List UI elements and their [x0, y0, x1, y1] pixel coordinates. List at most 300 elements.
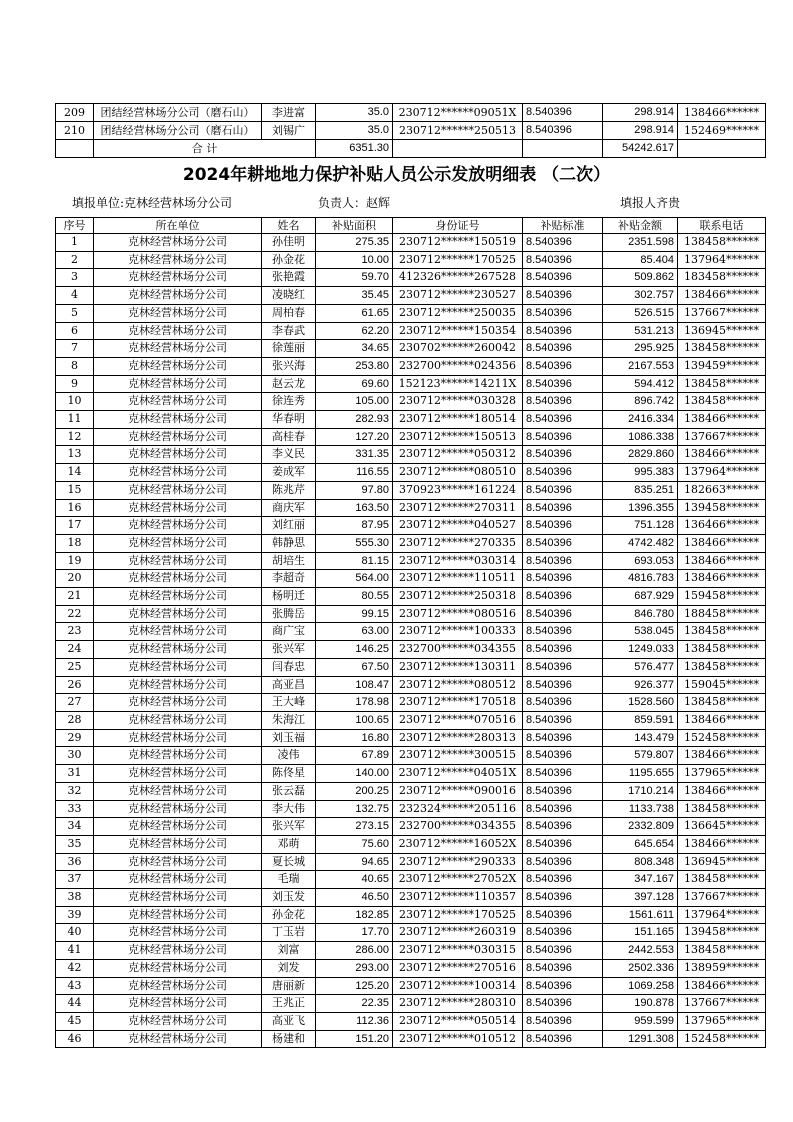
cell-phone: 138466****** — [678, 977, 766, 995]
cell-no: 28 — [56, 711, 94, 729]
cell-std: 8.540396 — [523, 534, 603, 552]
cell-no: 31 — [56, 765, 94, 783]
cell-amount: 645.654 — [603, 835, 678, 853]
cell-unit: 克林经营林场分公司 — [94, 942, 262, 960]
cell-unit: 克林经营林场分公司 — [94, 1012, 262, 1030]
cell-std: 8.540396 — [523, 942, 603, 960]
cell-name: 孙金花 — [262, 251, 316, 269]
cell-std: 8.540396 — [523, 428, 603, 446]
cell-no: 3 — [56, 269, 94, 287]
cell-id: 230712******170525 — [393, 906, 523, 924]
cell-phone: 138466****** — [678, 446, 766, 464]
cell-unit: 克林经营林场分公司 — [94, 428, 262, 446]
cell-no: 13 — [56, 446, 94, 464]
cell-phone: 137965****** — [678, 765, 766, 783]
table-row — [56, 287, 766, 305]
cell-id: 230712******27052X — [393, 871, 523, 889]
cell-id: 230712******300515 — [393, 747, 523, 765]
table-row — [56, 517, 766, 535]
cell-std: 8.540396 — [523, 287, 603, 305]
cell-std: 8.540396 — [523, 269, 603, 287]
cell-area: 331.35 — [316, 446, 393, 464]
cell-id: 230712******250035 — [393, 304, 523, 322]
cell-no: 6 — [56, 322, 94, 340]
cell-no: 20 — [56, 570, 94, 588]
cell-name: 张兴军 — [262, 641, 316, 659]
cell-no: 41 — [56, 942, 94, 960]
cell-unit: 克林经营林场分公司 — [94, 517, 262, 535]
cell-unit: 团结经营林场分公司（磨石山） — [94, 104, 262, 122]
cell-std: 8.540396 — [523, 104, 603, 122]
cell-amount: 1249.033 — [603, 641, 678, 659]
cell-area: 35.0 — [316, 104, 393, 122]
cell-phone: 138466****** — [678, 411, 766, 429]
cell-area: 16.80 — [316, 729, 393, 747]
cell-id: 230712******280310 — [393, 995, 523, 1013]
table-row — [56, 552, 766, 570]
table-row — [56, 393, 766, 411]
cell-area: 22.35 — [316, 995, 393, 1013]
cell-name: 赵云龙 — [262, 375, 316, 393]
cell-no: 7 — [56, 340, 94, 358]
cell-id: 230712******150519 — [393, 234, 523, 252]
cell-unit: 克林经营林场分公司 — [94, 747, 262, 765]
cell-unit: 克林经营林场分公司 — [94, 464, 262, 482]
cell-phone: 159458****** — [678, 588, 766, 606]
cell-area: 80.55 — [316, 588, 393, 606]
cell-id: 230712******04051X — [393, 765, 523, 783]
header-no: 序号 — [56, 218, 94, 234]
cell-name: 刘玉福 — [262, 729, 316, 747]
table-row — [56, 340, 766, 358]
cell-id: 232324******205116 — [393, 800, 523, 818]
cell-name: 李大伟 — [262, 800, 316, 818]
cell-id: 230712******080512 — [393, 676, 523, 694]
cell-amount: 1291.308 — [603, 1030, 678, 1048]
cell-no: 43 — [56, 977, 94, 995]
table-row — [56, 499, 766, 517]
cell-amount: 151.165 — [603, 924, 678, 942]
cell-name: 张云磊 — [262, 782, 316, 800]
cell-unit: 克林经营林场分公司 — [94, 357, 262, 375]
cell-area: 293.00 — [316, 959, 393, 977]
cell-name: 韩静思 — [262, 534, 316, 552]
cell-id: 230712******090016 — [393, 782, 523, 800]
cell-unit: 克林经营林场分公司 — [94, 411, 262, 429]
cell-unit: 克林经营林场分公司 — [94, 995, 262, 1013]
cell-unit: 克林经营林场分公司 — [94, 658, 262, 676]
cell-name: 邓萌 — [262, 835, 316, 853]
cell-id: 230712******050514 — [393, 1012, 523, 1030]
cell-area: 59.70 — [316, 269, 393, 287]
cell-area: 46.50 — [316, 889, 393, 907]
cell-no: 15 — [56, 481, 94, 499]
table-row — [56, 995, 766, 1013]
cell-no: 42 — [56, 959, 94, 977]
cell-id: 230712******260319 — [393, 924, 523, 942]
cell-amount: 859.591 — [603, 711, 678, 729]
cell-phone: 138458****** — [678, 800, 766, 818]
table-row — [56, 889, 766, 907]
table-row — [56, 411, 766, 429]
cell-std: 8.540396 — [523, 676, 603, 694]
cell-id: 412326******267528 — [393, 269, 523, 287]
table-row — [56, 605, 766, 623]
cell-amount: 576.477 — [603, 658, 678, 676]
cell-name: 商庆军 — [262, 499, 316, 517]
table-row — [56, 1030, 766, 1048]
cell-name: 王兆正 — [262, 995, 316, 1013]
cell-amount: 4816.783 — [603, 570, 678, 588]
cell-id: 230712******170525 — [393, 251, 523, 269]
cell-area: 40.65 — [316, 871, 393, 889]
cell-name: 刘玉发 — [262, 889, 316, 907]
cell-amount: 846.780 — [603, 605, 678, 623]
cell-unit: 克林经营林场分公司 — [94, 304, 262, 322]
cell-name: 丁玉岩 — [262, 924, 316, 942]
cell-unit: 克林经营林场分公司 — [94, 711, 262, 729]
cell-std: 8.540396 — [523, 765, 603, 783]
cell-area: 67.89 — [316, 747, 393, 765]
cell-phone: 137667****** — [678, 995, 766, 1013]
cell-no: 29 — [56, 729, 94, 747]
cell-std: 8.540396 — [523, 711, 603, 729]
cell-phone: 137965****** — [678, 1012, 766, 1030]
header-id: 身份证号 — [393, 218, 523, 234]
table-header-row — [56, 218, 766, 234]
cell-area: 67.50 — [316, 658, 393, 676]
cell-area: 275.35 — [316, 234, 393, 252]
cell-phone: 138466****** — [678, 711, 766, 729]
table-row — [56, 977, 766, 995]
cell-amount: 1396.355 — [603, 499, 678, 517]
cell-amount: 579.807 — [603, 747, 678, 765]
cell-unit: 克林经营林场分公司 — [94, 959, 262, 977]
cell-name: 陈兆芹 — [262, 481, 316, 499]
cell-std: 8.540396 — [523, 889, 603, 907]
cell-phone: 136945****** — [678, 853, 766, 871]
cell-id: 230712******070516 — [393, 711, 523, 729]
cell-no: 1 — [56, 234, 94, 252]
cell-no: 18 — [56, 534, 94, 552]
cell-area: 10.00 — [316, 251, 393, 269]
cell-amount: 693.053 — [603, 552, 678, 570]
table-row — [56, 446, 766, 464]
cell-std: 8.540396 — [523, 552, 603, 570]
subsidy-table — [55, 217, 766, 1048]
reporter: 填报人齐贵 — [620, 196, 681, 210]
cell-area: 81.15 — [316, 552, 393, 570]
cell-no: 45 — [56, 1012, 94, 1030]
table-row — [56, 853, 766, 871]
cell-std: 8.540396 — [523, 658, 603, 676]
cell-unit: 克林经营林场分公司 — [94, 853, 262, 871]
cell-no: 27 — [56, 694, 94, 712]
cell-no: 210 — [56, 122, 94, 140]
table-row — [56, 959, 766, 977]
cell-area: 132.75 — [316, 800, 393, 818]
cell-no: 38 — [56, 889, 94, 907]
cell-phone: 138458****** — [678, 942, 766, 960]
cell-unit: 克林经营林场分公司 — [94, 481, 262, 499]
cell-unit: 克林经营林场分公司 — [94, 906, 262, 924]
cell-phone: 138458****** — [678, 694, 766, 712]
table-row — [56, 570, 766, 588]
cell-unit: 克林经营林场分公司 — [94, 782, 262, 800]
header-amount: 补贴金额 — [603, 218, 678, 234]
cell-phone: 138458****** — [678, 871, 766, 889]
cell-std: 8.540396 — [523, 782, 603, 800]
cell-amount: 1195.655 — [603, 765, 678, 783]
table-row — [56, 481, 766, 499]
cell-area: 282.93 — [316, 411, 393, 429]
total-blank — [678, 140, 766, 158]
cell-unit: 克林经营林场分公司 — [94, 251, 262, 269]
cell-unit: 克林经营林场分公司 — [94, 588, 262, 606]
cell-amount: 85.404 — [603, 251, 678, 269]
cell-phone: 138458****** — [678, 340, 766, 358]
total-row — [56, 140, 766, 158]
cell-amount: 2416.334 — [603, 411, 678, 429]
cell-no: 46 — [56, 1030, 94, 1048]
cell-no: 24 — [56, 641, 94, 659]
table-row — [56, 782, 766, 800]
table-row — [56, 658, 766, 676]
cell-std: 8.540396 — [523, 694, 603, 712]
cell-no: 9 — [56, 375, 94, 393]
cell-name: 华春明 — [262, 411, 316, 429]
cell-name: 陈佟星 — [262, 765, 316, 783]
cell-name: 杨明迁 — [262, 588, 316, 606]
cell-amount: 2351.598 — [603, 234, 678, 252]
previous-section-table — [55, 103, 766, 158]
cell-amount: 995.383 — [603, 464, 678, 482]
cell-area: 182.85 — [316, 906, 393, 924]
cell-area: 178.98 — [316, 694, 393, 712]
cell-std: 8.540396 — [523, 234, 603, 252]
cell-unit: 克林经营林场分公司 — [94, 322, 262, 340]
table-row — [56, 694, 766, 712]
cell-unit: 克林经营林场分公司 — [94, 605, 262, 623]
cell-phone: 137964****** — [678, 906, 766, 924]
table-row — [56, 304, 766, 322]
cell-name: 李进富 — [262, 104, 316, 122]
cell-area: 17.70 — [316, 924, 393, 942]
table-row — [56, 375, 766, 393]
cell-unit: 克林经营林场分公司 — [94, 694, 262, 712]
cell-unit: 克林经营林场分公司 — [94, 889, 262, 907]
cell-name: 张艳霞 — [262, 269, 316, 287]
cell-name: 张兴军 — [262, 818, 316, 836]
cell-phone: 138466****** — [678, 835, 766, 853]
cell-id: 232700******034355 — [393, 818, 523, 836]
cell-area: 163.50 — [316, 499, 393, 517]
cell-amount: 751.128 — [603, 517, 678, 535]
cell-amount: 509.862 — [603, 269, 678, 287]
table-row — [56, 765, 766, 783]
cell-amount: 2829.860 — [603, 446, 678, 464]
cell-no: 39 — [56, 906, 94, 924]
cell-amount: 1561.611 — [603, 906, 678, 924]
cell-no: 4 — [56, 287, 94, 305]
cell-no: 35 — [56, 835, 94, 853]
cell-no: 22 — [56, 605, 94, 623]
cell-std: 8.540396 — [523, 800, 603, 818]
cell-name: 李超奇 — [262, 570, 316, 588]
cell-std: 8.540396 — [523, 924, 603, 942]
cell-amount: 2502.336 — [603, 959, 678, 977]
cell-id: 230712******270335 — [393, 534, 523, 552]
cell-unit: 克林经营林场分公司 — [94, 570, 262, 588]
cell-amount: 2167.553 — [603, 357, 678, 375]
cell-phone: 138458****** — [678, 234, 766, 252]
cell-unit: 克林经营林场分公司 — [94, 234, 262, 252]
table-row — [56, 818, 766, 836]
cell-id: 230712******180514 — [393, 411, 523, 429]
cell-std: 8.540396 — [523, 835, 603, 853]
cell-amount: 531.213 — [603, 322, 678, 340]
cell-no: 25 — [56, 658, 94, 676]
cell-std: 8.540396 — [523, 304, 603, 322]
total-blank — [393, 140, 523, 158]
cell-area: 97.80 — [316, 481, 393, 499]
cell-no: 17 — [56, 517, 94, 535]
cell-std: 8.540396 — [523, 1012, 603, 1030]
cell-id: 230712******250318 — [393, 588, 523, 606]
cell-area: 61.65 — [316, 304, 393, 322]
cell-amount: 302.757 — [603, 287, 678, 305]
cell-unit: 克林经营林场分公司 — [94, 499, 262, 517]
cell-area: 105.00 — [316, 393, 393, 411]
cell-id: 232700******034355 — [393, 641, 523, 659]
cell-std: 8.540396 — [523, 818, 603, 836]
cell-no: 14 — [56, 464, 94, 482]
cell-phone: 138458****** — [678, 623, 766, 641]
header-std: 补贴标准 — [523, 218, 603, 234]
cell-amount: 298.914 — [603, 104, 678, 122]
cell-std: 8.540396 — [523, 122, 603, 140]
cell-id: 230712******150513 — [393, 428, 523, 446]
cell-amount: 526.515 — [603, 304, 678, 322]
cell-std: 8.540396 — [523, 517, 603, 535]
cell-phone: 137667****** — [678, 428, 766, 446]
cell-id: 230712******130311 — [393, 658, 523, 676]
cell-no: 8 — [56, 357, 94, 375]
cell-name: 孙佳明 — [262, 234, 316, 252]
cell-area: 94.65 — [316, 853, 393, 871]
cell-amount: 808.348 — [603, 853, 678, 871]
cell-phone: 152458****** — [678, 729, 766, 747]
cell-std: 8.540396 — [523, 322, 603, 340]
cell-id: 230712******09051X — [393, 104, 523, 122]
cell-id: 230712******100314 — [393, 977, 523, 995]
total-area: 6351.30 — [316, 140, 393, 158]
cell-area: 555.30 — [316, 534, 393, 552]
cell-id: 232700******024356 — [393, 357, 523, 375]
cell-unit: 克林经营林场分公司 — [94, 871, 262, 889]
cell-id: 230712******030314 — [393, 552, 523, 570]
cell-std: 8.540396 — [523, 251, 603, 269]
table-row — [56, 942, 766, 960]
cell-unit: 团结经营林场分公司（磨石山） — [94, 122, 262, 140]
table-row — [56, 906, 766, 924]
cell-amount: 687.929 — [603, 588, 678, 606]
cell-name: 刘红丽 — [262, 517, 316, 535]
cell-std: 8.540396 — [523, 464, 603, 482]
cell-amount: 1710.214 — [603, 782, 678, 800]
cell-std: 8.540396 — [523, 641, 603, 659]
cell-std: 8.540396 — [523, 977, 603, 995]
table-row — [56, 924, 766, 942]
cell-name: 刘富 — [262, 942, 316, 960]
cell-no: 21 — [56, 588, 94, 606]
cell-phone: 138466****** — [678, 534, 766, 552]
cell-std: 8.540396 — [523, 995, 603, 1013]
cell-name: 张兴海 — [262, 357, 316, 375]
cell-amount: 959.599 — [603, 1012, 678, 1030]
cell-phone: 182663****** — [678, 481, 766, 499]
cell-no: 16 — [56, 499, 94, 517]
cell-area: 564.00 — [316, 570, 393, 588]
cell-area: 35.45 — [316, 287, 393, 305]
table-row — [56, 464, 766, 482]
cell-name: 周柏春 — [262, 304, 316, 322]
cell-area: 108.47 — [316, 676, 393, 694]
cell-std: 8.540396 — [523, 393, 603, 411]
cell-name: 徐莲丽 — [262, 340, 316, 358]
cell-id: 230712******290333 — [393, 853, 523, 871]
cell-unit: 克林经营林场分公司 — [94, 623, 262, 641]
cell-no: 33 — [56, 800, 94, 818]
cell-unit: 克林经营林场分公司 — [94, 818, 262, 836]
cell-id: 230712******280313 — [393, 729, 523, 747]
cell-name: 李义民 — [262, 446, 316, 464]
cell-unit: 克林经营林场分公司 — [94, 534, 262, 552]
cell-no: 19 — [56, 552, 94, 570]
cell-name: 胡培生 — [262, 552, 316, 570]
cell-name: 张腾岳 — [262, 605, 316, 623]
cell-id: 230712******010512 — [393, 1030, 523, 1048]
cell-no: 2 — [56, 251, 94, 269]
table-row — [56, 122, 766, 140]
cell-phone: 137667****** — [678, 889, 766, 907]
cell-amount: 143.479 — [603, 729, 678, 747]
cell-phone: 136645****** — [678, 818, 766, 836]
cell-area: 116.55 — [316, 464, 393, 482]
cell-phone: 137964****** — [678, 251, 766, 269]
cell-area: 286.00 — [316, 942, 393, 960]
cell-std: 8.540396 — [523, 499, 603, 517]
cell-area: 140.00 — [316, 765, 393, 783]
cell-no: 12 — [56, 428, 94, 446]
cell-name: 姜成军 — [262, 464, 316, 482]
cell-area: 87.95 — [316, 517, 393, 535]
cell-name: 凌晓红 — [262, 287, 316, 305]
cell-amount: 1133.738 — [603, 800, 678, 818]
cell-amount: 1528.560 — [603, 694, 678, 712]
table-row — [56, 234, 766, 252]
header-phone: 联系电话 — [678, 218, 766, 234]
cell-phone: 188458****** — [678, 605, 766, 623]
cell-phone: 138959****** — [678, 959, 766, 977]
cell-std: 8.540396 — [523, 570, 603, 588]
cell-no: 26 — [56, 676, 94, 694]
cell-id: 230712******170518 — [393, 694, 523, 712]
cell-name: 刘锡广 — [262, 122, 316, 140]
cell-name: 毛瑞 — [262, 871, 316, 889]
total-amount: 54242.617 — [603, 140, 678, 158]
cell-area: 69.60 — [316, 375, 393, 393]
